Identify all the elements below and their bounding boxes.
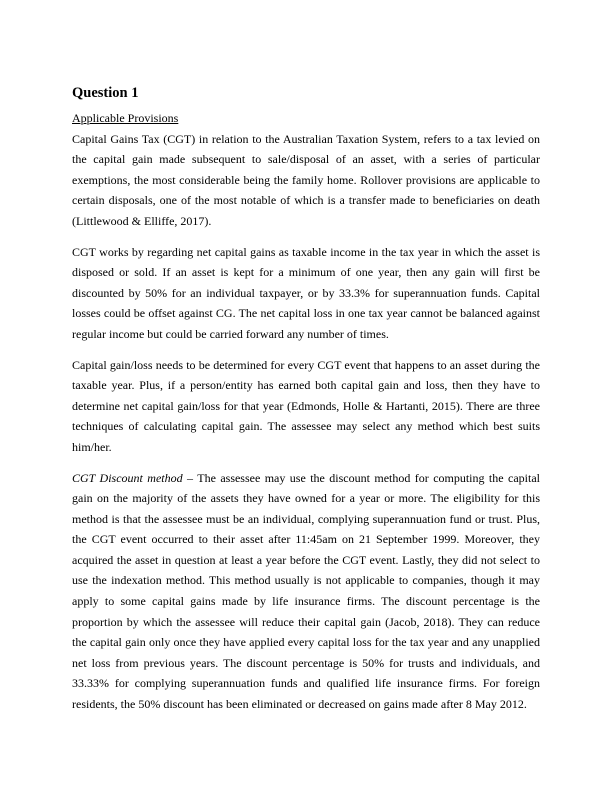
paragraph-discount-method [72, 468, 540, 715]
discount-method-lead: CGT Discount method [72, 470, 183, 485]
paragraph-cgt-calculation: Capital gain/loss needs to be determined for every CGT event that happens to an asset during the taxable year. Plus, if a person/entity has earned both capital gain and loss, then they have to determine net capital gain/loss for that year (Edmonds, Holle & Hartanti, 2015). There are three techniques of calculating capital gain. The assessee may select any method which best suits him/her. [72, 357, 540, 454]
paragraph-cgt-overview: Capital Gains Tax (CGT) in relation to the Australian Taxation System, refers to a tax levied on the capital gain made subsequent to sale/disposal of an asset, with a series of particular exemptions, the most considerable being the family home. Rollover provisions are applicable to certain disposals, one of the most notable of which is a transfer made to beneficiaries on death (Littlewood & Elliffe, 2017). [72, 131, 540, 228]
discount-method-body: – The assessee may use the discount method for computing the capital gain on the majority of the assets they have owned for a year or more. The eligibility for this method is that the assessee must be an individual, complying superannuation fund or trust. Plus, the CGT event occurred to their asset after 11:45am on 21 September 1999. Moreover, they acquired the asset in question at least a year before the CGT event. Lastly, they did not select to use the indexation method. This method usually is not applicable to companies, though it may apply to some capital gains made by life insurance firms. The discount percentage is the proportion by which the assessee will reduce their capital gain (Jacob, 2018). They can reduce the capital gain only once they have applied every capital loss for the tax year and any unapplied net loss from previous years. The discount percentage is 50% for trusts and individuals, and 33.33% for complying superannuation funds and qualified life insurance firms. For foreign residents, the 50% discount has been eliminated or decreased on gains made after 8 May 2012. [72, 470, 540, 712]
question-heading: Question 1 [72, 85, 139, 101]
document-page [72, 84, 540, 725]
section-subheading: Applicable Provisions [72, 111, 179, 125]
paragraph-cgt-mechanics: CGT works by regarding net capital gains as taxable income in the tax year in which the asset is disposed or sold. If an asset is kept for a minimum of one year, then any gain will first be discounted by 50% for an individual taxpayer, or by 33.3% for superannuation funds. Capital losses could be offset against CG. The net capital loss in one tax year cannot be balanced against regular income but could be carried forward any number of times. [72, 244, 540, 341]
